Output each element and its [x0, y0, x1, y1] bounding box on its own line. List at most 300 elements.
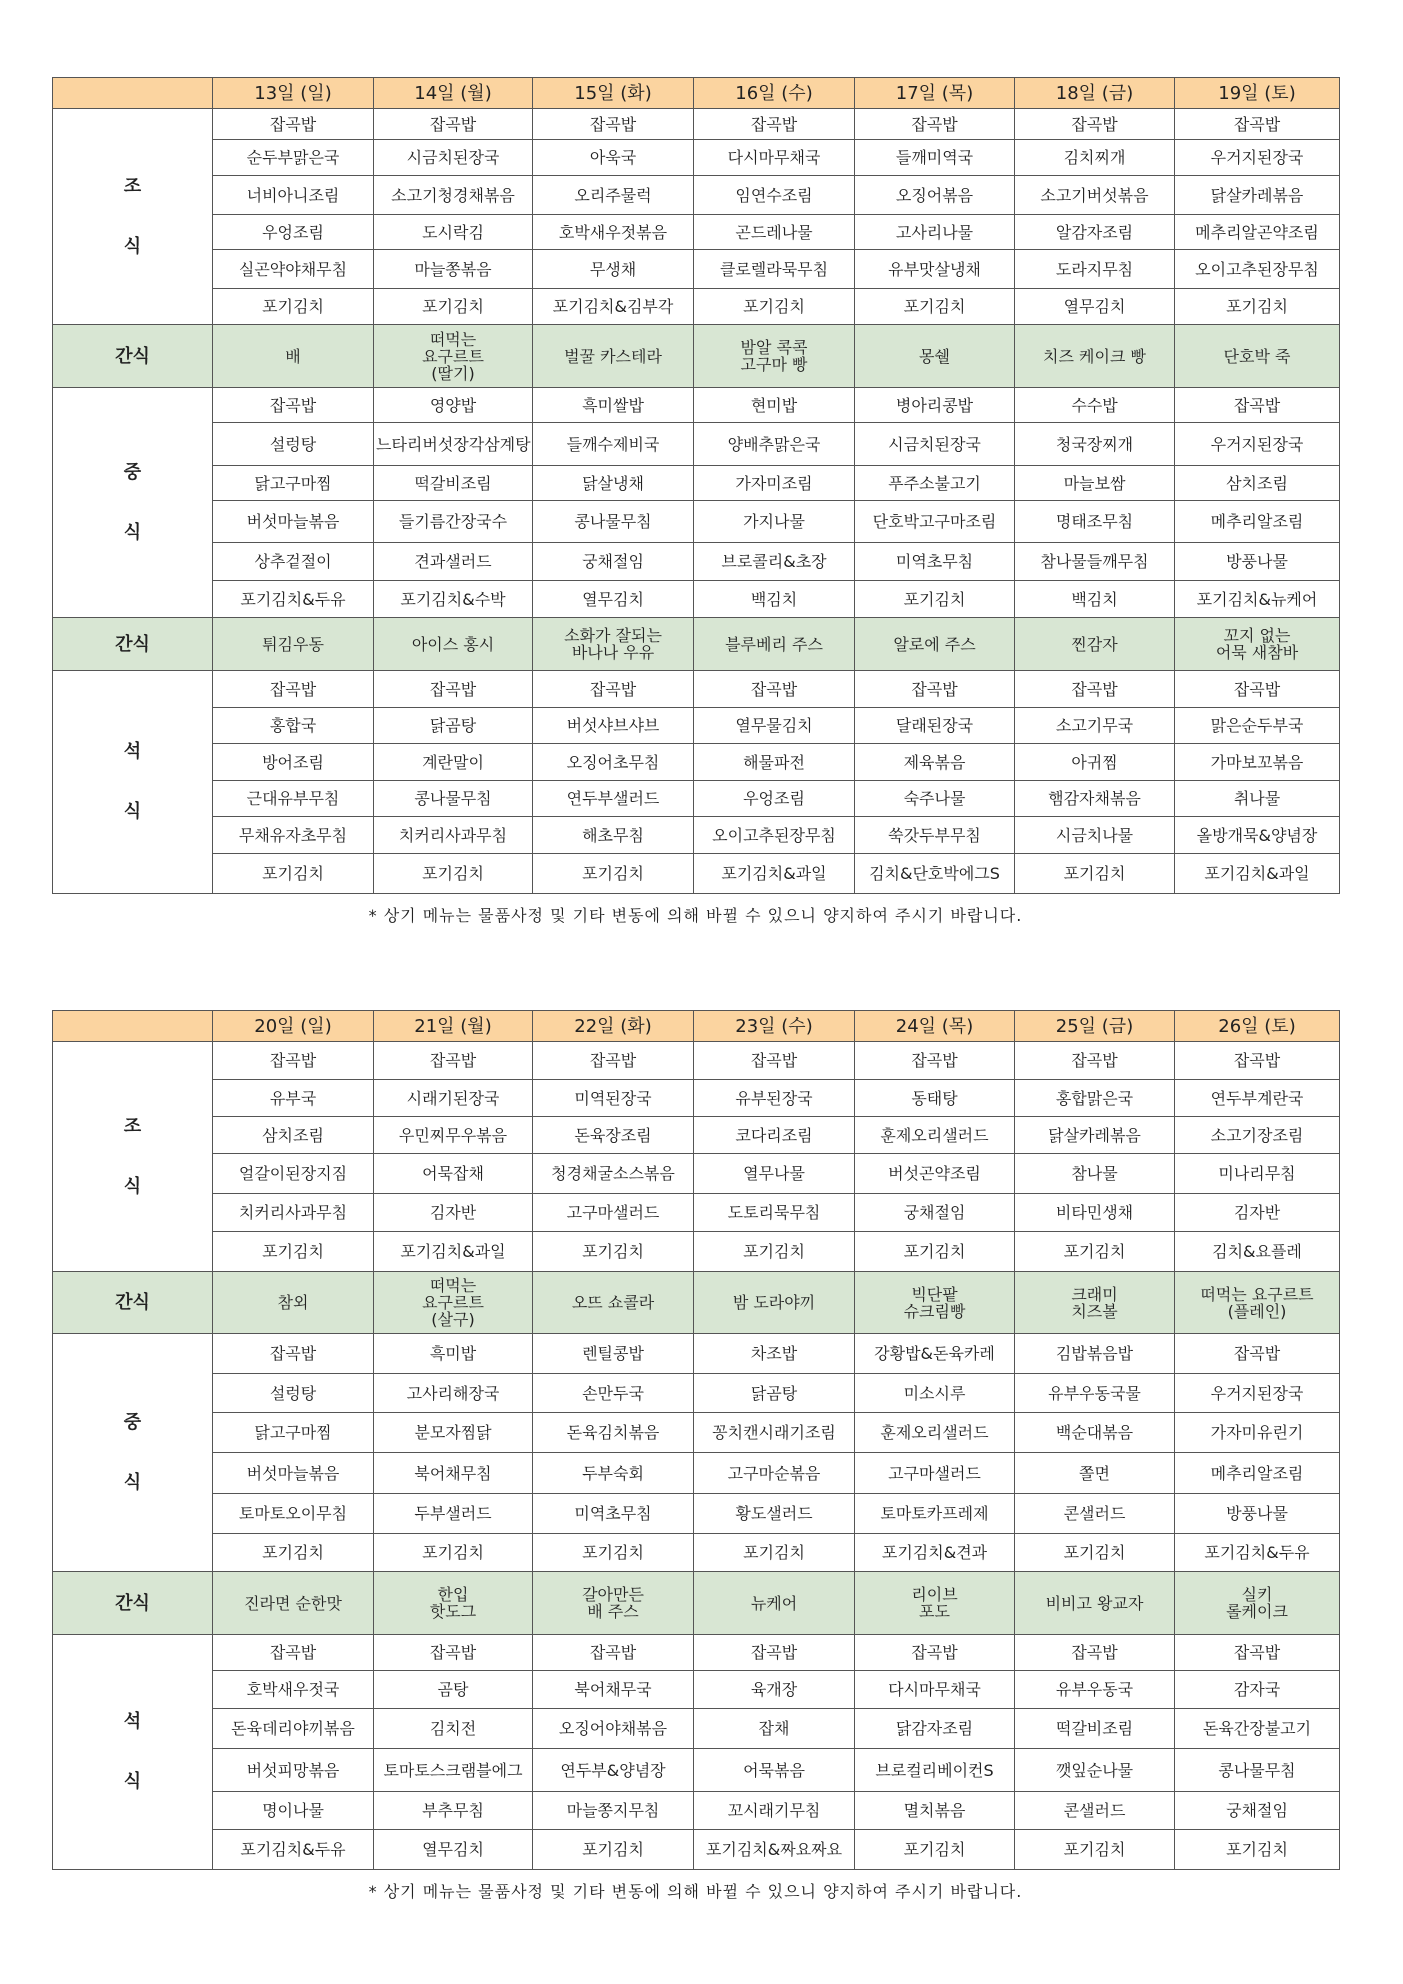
- menu-item: 메추리알조림: [1175, 501, 1340, 543]
- dinner-row: [53, 781, 1340, 817]
- snack-item: 빅단팥 슈크림빵: [855, 1272, 1015, 1334]
- day-header: 15일 (화): [533, 78, 694, 109]
- snack-item: 찐감자: [1015, 618, 1175, 671]
- menu-item: 김치전: [374, 1709, 533, 1749]
- breakfast-label-char: 조: [123, 175, 142, 197]
- menu-item: 궁채절임: [533, 543, 694, 581]
- menu-item: 삼치조림: [213, 1117, 374, 1154]
- dinner-row: [53, 1671, 1340, 1709]
- menu-item: 삼치조림: [1175, 466, 1340, 501]
- lunch-row: [53, 581, 1340, 618]
- menu-item: 잡곡밥: [533, 1042, 694, 1080]
- breakfast-row: [53, 140, 1340, 176]
- menu-item: 도라지무침: [1015, 250, 1175, 289]
- dinner-label: [53, 671, 213, 894]
- dinner-row: [53, 817, 1340, 854]
- snack-item: 단호박 죽: [1175, 325, 1340, 388]
- menu-item: 닭살카레볶음: [1015, 1117, 1175, 1154]
- breakfast-row: [53, 1232, 1340, 1272]
- menu-item: 얼갈이된장지짐: [213, 1154, 374, 1194]
- menu-item: 무생채: [533, 250, 694, 289]
- menu-item: 잡곡밥: [1175, 671, 1340, 708]
- menu-item: 들깨미역국: [855, 140, 1015, 176]
- menu-item: 잡곡밥: [374, 109, 533, 140]
- menu-item: 고구마샐러드: [855, 1453, 1015, 1494]
- dinner-row: [53, 708, 1340, 744]
- menu-item: 올방개묵&양념장: [1175, 817, 1340, 854]
- menu-item: 김치&단호박에그S: [855, 854, 1015, 894]
- lunch-label-char: 식: [123, 521, 142, 543]
- day-header: 21일 (월): [374, 1011, 533, 1042]
- menu-item: 잡곡밥: [855, 671, 1015, 708]
- snack-item: 떠먹는 요구르트 (딸기): [374, 325, 533, 388]
- menu-item: 궁채절임: [1175, 1792, 1340, 1830]
- menu-item: 떡갈비조림: [1015, 1709, 1175, 1749]
- menu-item: 치커리사과무침: [213, 1194, 374, 1232]
- dinner-row: [53, 854, 1340, 894]
- menu-item: 포기김치&김부각: [533, 289, 694, 325]
- day-header: 24일 (목): [855, 1011, 1015, 1042]
- menu-item: 잡곡밥: [855, 1042, 1015, 1080]
- menu-item: 닭곰탕: [694, 1374, 855, 1413]
- snack-item: 밤 도라야끼: [694, 1272, 855, 1334]
- snack-item: 뉴케어: [694, 1572, 855, 1635]
- menu-item: 잡곡밥: [213, 1042, 374, 1080]
- menu-item: 유부국: [213, 1080, 374, 1117]
- menu-item: 토마토스크램블에그: [374, 1749, 533, 1792]
- menu-item: 곤드레나물: [694, 215, 855, 250]
- menu-item: 버섯샤브샤브: [533, 708, 694, 744]
- day-header: 14일 (월): [374, 78, 533, 109]
- menu-item: 설렁탕: [213, 1374, 374, 1413]
- day-header: 13일 (일): [213, 78, 374, 109]
- menu-item: 잡곡밥: [1175, 1334, 1340, 1374]
- menu-item: 방어조림: [213, 744, 374, 781]
- menu-item: 두부샐러드: [374, 1494, 533, 1534]
- day-header: 16일 (수): [694, 78, 855, 109]
- menu-item: 청경채굴소스볶음: [533, 1154, 694, 1194]
- lunch-row: [53, 423, 1340, 466]
- menu-item: 도시락김: [374, 215, 533, 250]
- dinner-row: [53, 744, 1340, 781]
- dinner-label-char: 석: [123, 741, 142, 762]
- menu-item: 포기김치: [1175, 1830, 1340, 1870]
- menu-item: 잡곡밥: [1175, 1635, 1340, 1671]
- menu-item: 떡갈비조림: [374, 466, 533, 501]
- dinner-label-char: 식: [123, 1771, 142, 1792]
- menu-item: 포기김치: [533, 1830, 694, 1870]
- lunch-label: [53, 388, 213, 618]
- menu-item: 닭고구마찜: [213, 1413, 374, 1453]
- menu-item: 꼬시래기무침: [694, 1792, 855, 1830]
- menu-item: 돈육간장불고기: [1175, 1709, 1340, 1749]
- menu-item: 우엉조림: [213, 215, 374, 250]
- lunch-label-char: 식: [123, 1471, 142, 1493]
- menu-item: 잡곡밥: [1175, 388, 1340, 423]
- menu-item: 콩나물무침: [533, 501, 694, 543]
- menu-item: 어묵볶음: [694, 1749, 855, 1792]
- menu-item: 포기김치: [855, 289, 1015, 325]
- snack-item: 오뜨 쇼콜라: [533, 1272, 694, 1334]
- menu-item: 느타리버섯장각삼계탕: [374, 423, 533, 466]
- menu-item: 열무김치: [533, 581, 694, 618]
- week-1-menu: [52, 77, 1340, 926]
- menu-item: 잡곡밥: [855, 109, 1015, 140]
- menu-item: 무채유자초무침: [213, 817, 374, 854]
- menu-item: 백김치: [694, 581, 855, 618]
- menu-item: 콩나물무침: [374, 781, 533, 817]
- menu-item: 오이고추된장무침: [694, 817, 855, 854]
- menu-item: 김치&요플레: [1175, 1232, 1340, 1272]
- menu-item: 소고기무국: [1015, 708, 1175, 744]
- menu-change-notice: * 상기 메뉴는 물품사정 및 기타 변동에 의해 바뀔 수 있으니 양지하여 주시기 바랍니다.: [368, 906, 1023, 925]
- snack2-row: [53, 1572, 1340, 1635]
- day-header: 22일 (화): [533, 1011, 694, 1042]
- menu-item: 청국장찌개: [1015, 423, 1175, 466]
- lunch-label-char: 중: [123, 461, 142, 483]
- menu-item: 오징어초무침: [533, 744, 694, 781]
- menu-item: 홍합맑은국: [1015, 1080, 1175, 1117]
- menu-item: 포기김치: [855, 1830, 1015, 1870]
- menu-item: 포기김치: [1015, 1830, 1175, 1870]
- snack-item: 블루베리 주스: [694, 618, 855, 671]
- breakfast-label-char: 조: [123, 1115, 142, 1137]
- snack-item: 떠먹는 요구르트 (플레인): [1175, 1272, 1340, 1334]
- menu-item: 소고기청경채볶음: [374, 176, 533, 215]
- menu-item: 잡곡밥: [213, 109, 374, 140]
- menu-item: 백순대볶음: [1015, 1413, 1175, 1453]
- menu-item: 고사리해장국: [374, 1374, 533, 1413]
- breakfast-row: [53, 176, 1340, 215]
- menu-item: 홍합국: [213, 708, 374, 744]
- menu-item: 포기김치: [533, 1232, 694, 1272]
- dinner-label-char: 식: [123, 801, 142, 822]
- snack-label: 간식: [53, 325, 213, 388]
- menu-item: 잡곡밥: [694, 1042, 855, 1080]
- menu-item: 돈육데리야끼볶음: [213, 1709, 374, 1749]
- snack-item: 아이스 홍시: [374, 618, 533, 671]
- snack-item: 소화가 잘되는 바나나 우유: [533, 618, 694, 671]
- menu-item: 포기김치&과일: [374, 1232, 533, 1272]
- menu-item: 실곤약야채무침: [213, 250, 374, 289]
- menu-item: 포기김치: [374, 1534, 533, 1572]
- menu-item: 돈육장조림: [533, 1117, 694, 1154]
- day-header: 19일 (토): [1175, 78, 1340, 109]
- menu-item: 취나물: [1175, 781, 1340, 817]
- menu-item: 오이고추된장무침: [1175, 250, 1340, 289]
- menu-item: 우거지된장국: [1175, 423, 1340, 466]
- menu-item: 포기김치: [1015, 854, 1175, 894]
- menu-item: 포기김치&두유: [213, 581, 374, 618]
- menu-item: 제육볶음: [855, 744, 1015, 781]
- menu-item: 백김치: [1015, 581, 1175, 618]
- menu-item: 맑은순두부국: [1175, 708, 1340, 744]
- menu-item: 포기김치: [374, 289, 533, 325]
- menu-item: 포기김치: [213, 854, 374, 894]
- menu-item: 설렁탕: [213, 423, 374, 466]
- menu-item: 버섯마늘볶음: [213, 501, 374, 543]
- dinner-row: [53, 1830, 1340, 1870]
- dinner-label: [53, 1635, 213, 1870]
- menu-item: 포기김치&과일: [1175, 854, 1340, 894]
- menu-item: 참나물: [1015, 1154, 1175, 1194]
- day-header: 25일 (금): [1015, 1011, 1175, 1042]
- day-header: 18일 (금): [1015, 78, 1175, 109]
- menu-item: 포기김치&짜요짜요: [694, 1830, 855, 1870]
- menu-item: 호박새우젓볶음: [533, 215, 694, 250]
- menu-item: 토마토오이무침: [213, 1494, 374, 1534]
- menu-item: 황도샐러드: [694, 1494, 855, 1534]
- lunch-row: [53, 466, 1340, 501]
- menu-item: 김자반: [374, 1194, 533, 1232]
- menu-item: 흑미쌀밥: [533, 388, 694, 423]
- menu-item: 열무나물: [694, 1154, 855, 1194]
- snack-item: 갈아만든 배 주스: [533, 1572, 694, 1635]
- menu-item: 고구마순볶음: [694, 1453, 855, 1494]
- menu-item: 메추리알곤약조림: [1175, 215, 1340, 250]
- menu-item: 햄감자채볶음: [1015, 781, 1175, 817]
- snack-label: 간식: [53, 1572, 213, 1635]
- menu-item: 명이나물: [213, 1792, 374, 1830]
- menu-item: 잡곡밥: [533, 109, 694, 140]
- menu-item: 닭살냉채: [533, 466, 694, 501]
- menu-item: 포기김치: [694, 1534, 855, 1572]
- day-header: 23일 (수): [694, 1011, 855, 1042]
- day-header: 26일 (토): [1175, 1011, 1340, 1042]
- lunch-row: [53, 1374, 1340, 1413]
- menu-item: 포기김치: [213, 1534, 374, 1572]
- menu-item: 포기김치: [694, 1232, 855, 1272]
- breakfast-row: [53, 215, 1340, 250]
- snack-item: 참외: [213, 1272, 374, 1334]
- corner-cell: [53, 1011, 213, 1042]
- snack1-row: [53, 1272, 1340, 1334]
- menu-item: 방풍나물: [1175, 1494, 1340, 1534]
- menu-item: 어묵잡채: [374, 1154, 533, 1194]
- menu-item: 아귀찜: [1015, 744, 1175, 781]
- menu-item: 감자국: [1175, 1671, 1340, 1709]
- menu-item: 잡곡밥: [694, 671, 855, 708]
- day-header: 17일 (목): [855, 78, 1015, 109]
- menu-item: 참나물들깨무침: [1015, 543, 1175, 581]
- menu-item: 고구마샐러드: [533, 1194, 694, 1232]
- menu-item: 우엉조림: [694, 781, 855, 817]
- menu-item: 코다리조림: [694, 1117, 855, 1154]
- menu-item: 가지나물: [694, 501, 855, 543]
- menu-item: 달래된장국: [855, 708, 1015, 744]
- menu-item: 포기김치&두유: [1175, 1534, 1340, 1572]
- menu-item: 닭감자조림: [855, 1709, 1015, 1749]
- breakfast-row: [53, 109, 1340, 140]
- day-header-row: [53, 78, 1340, 109]
- menu-item: 잡곡밥: [1175, 109, 1340, 140]
- day-header-row: [53, 1011, 1340, 1042]
- menu-item: 너비아니조림: [213, 176, 374, 215]
- menu-item: 잡곡밥: [374, 671, 533, 708]
- menu-item: 흑미밥: [374, 1334, 533, 1374]
- menu-item: 시래기된장국: [374, 1080, 533, 1117]
- menu-item: 잡곡밥: [533, 671, 694, 708]
- menu-item: 영양밥: [374, 388, 533, 423]
- menu-item: 버섯마늘볶음: [213, 1453, 374, 1494]
- lunch-row: [53, 1534, 1340, 1572]
- snack-item: 떠먹는 요구르트 (살구): [374, 1272, 533, 1334]
- menu-item: 잡곡밥: [1015, 1635, 1175, 1671]
- menu-item: 잡곡밥: [213, 1334, 374, 1374]
- menu-item: 포기김치: [213, 289, 374, 325]
- menu-item: 치커리사과무침: [374, 817, 533, 854]
- menu-item: 현미밥: [694, 388, 855, 423]
- menu-item: 손만두국: [533, 1374, 694, 1413]
- menu-item: 김밥볶음밥: [1015, 1334, 1175, 1374]
- menu-item: 잡곡밥: [1015, 1042, 1175, 1080]
- menu-item: 우민찌무우볶음: [374, 1117, 533, 1154]
- menu-item: 멸치볶음: [855, 1792, 1015, 1830]
- menu-item: 잡곡밥: [533, 1635, 694, 1671]
- breakfast-row: [53, 1080, 1340, 1117]
- menu-item: 브로컬리베이컨S: [855, 1749, 1015, 1792]
- lunch-row: [53, 1453, 1340, 1494]
- snack-item: 진라면 순한맛: [213, 1572, 374, 1635]
- menu-item: 포기김치&수박: [374, 581, 533, 618]
- menu-item: 포기김치: [533, 1534, 694, 1572]
- snack-item: 꼬지 없는 어묵 새참바: [1175, 618, 1340, 671]
- menu-item: 유부된장국: [694, 1080, 855, 1117]
- menu-item: 깻잎순나물: [1015, 1749, 1175, 1792]
- menu-item: 훈제오리샐러드: [855, 1413, 1015, 1453]
- lunch-row: [53, 388, 1340, 423]
- corner-cell: [53, 78, 213, 109]
- menu-item: 잡곡밥: [694, 109, 855, 140]
- dinner-row: [53, 1635, 1340, 1671]
- menu-item: 단호박고구마조림: [855, 501, 1015, 543]
- menu-item: 알감자조림: [1015, 215, 1175, 250]
- week-2-menu: [52, 1010, 1340, 1902]
- menu-item: 시금치된장국: [374, 140, 533, 176]
- snack-item: 실키 롤케이크: [1175, 1572, 1340, 1635]
- menu-item: 곰탕: [374, 1671, 533, 1709]
- menu-item: 잡곡밥: [213, 1635, 374, 1671]
- menu-item: 김치찌개: [1015, 140, 1175, 176]
- menu-item: 포기김치: [694, 289, 855, 325]
- menu-item: 닭곰탕: [374, 708, 533, 744]
- menu-item: 오리주물럭: [533, 176, 694, 215]
- dinner-label-char: 석: [123, 1711, 142, 1732]
- menu-item: 잡채: [694, 1709, 855, 1749]
- menu-item: 연두부&양념장: [533, 1749, 694, 1792]
- menu-item: 부추무침: [374, 1792, 533, 1830]
- menu-table: [52, 77, 1340, 894]
- menu-item: 미역된장국: [533, 1080, 694, 1117]
- menu-item: 유부맛살냉채: [855, 250, 1015, 289]
- snack-label: 간식: [53, 618, 213, 671]
- menu-item: 임연수조림: [694, 176, 855, 215]
- menu-item: 포기김치&과일: [694, 854, 855, 894]
- menu-item: 꽁치캔시래기조림: [694, 1413, 855, 1453]
- lunch-row: [53, 1413, 1340, 1453]
- menu-item: 해물파전: [694, 744, 855, 781]
- menu-item: 시금치된장국: [855, 423, 1015, 466]
- menu-item: 유부우동국: [1015, 1671, 1175, 1709]
- menu-change-notice: * 상기 메뉴는 물품사정 및 기타 변동에 의해 바뀔 수 있으니 양지하여 주시기 바랍니다.: [368, 1882, 1023, 1901]
- menu-item: 도토리묵무침: [694, 1194, 855, 1232]
- snack2-row: [53, 618, 1340, 671]
- menu-item: 콘샐러드: [1015, 1494, 1175, 1534]
- breakfast-row: [53, 1154, 1340, 1194]
- menu-item: 포기김치: [213, 1232, 374, 1272]
- menu-item: 포기김치&뉴케어: [1175, 581, 1340, 618]
- menu-item: 포기김치&두유: [213, 1830, 374, 1870]
- menu-item: 고사리나물: [855, 215, 1015, 250]
- menu-item: 잡곡밥: [213, 671, 374, 708]
- menu-item: 잡곡밥: [694, 1635, 855, 1671]
- breakfast-label-char: 식: [123, 235, 142, 257]
- menu-item: 포기김치: [1015, 1534, 1175, 1572]
- menu-item: 닭고구마찜: [213, 466, 374, 501]
- menu-item: 마늘쫑볶음: [374, 250, 533, 289]
- menu-item: 버섯곤약조림: [855, 1154, 1015, 1194]
- menu-item: 비타민생채: [1015, 1194, 1175, 1232]
- menu-item: 잡곡밥: [1015, 109, 1175, 140]
- menu-item: 우거지된장국: [1175, 1374, 1340, 1413]
- menu-item: 견과샐러드: [374, 543, 533, 581]
- menu-item: 순두부맑은국: [213, 140, 374, 176]
- snack-item: 리이브 포도: [855, 1572, 1015, 1635]
- menu-item: 북어채무국: [533, 1671, 694, 1709]
- menu-item: 토마토카프레제: [855, 1494, 1015, 1534]
- lunch-row: [53, 1334, 1340, 1374]
- breakfast-label: [53, 109, 213, 325]
- menu-item: 열무물김치: [694, 708, 855, 744]
- lunch-row: [53, 1494, 1340, 1534]
- menu-item: 미역초무침: [533, 1494, 694, 1534]
- breakfast-row: [53, 250, 1340, 289]
- snack1-row: [53, 325, 1340, 388]
- snack-item: 밤알 콕콕 고구마 빵: [694, 325, 855, 388]
- menu-item: 포기김치: [1175, 289, 1340, 325]
- snack-item: 알로에 주스: [855, 618, 1015, 671]
- snack-label: 간식: [53, 1272, 213, 1334]
- menu-item: 아욱국: [533, 140, 694, 176]
- snack-item: 몽쉘: [855, 325, 1015, 388]
- breakfast-row: [53, 1117, 1340, 1154]
- snack-item: 벌꿀 카스테라: [533, 325, 694, 388]
- menu-item: 버섯피망볶음: [213, 1749, 374, 1792]
- menu-item: 동태탕: [855, 1080, 1015, 1117]
- menu-item: 훈제오리샐러드: [855, 1117, 1015, 1154]
- menu-item: 포기김치&견과: [855, 1534, 1015, 1572]
- menu-item: 북어채무침: [374, 1453, 533, 1494]
- menu-item: 포기김치: [374, 854, 533, 894]
- menu-item: 메추리알조림: [1175, 1453, 1340, 1494]
- breakfast-row: [53, 1042, 1340, 1080]
- menu-item: 방풍나물: [1175, 543, 1340, 581]
- menu-item: 오징어볶음: [855, 176, 1015, 215]
- menu-item: 근대유부무침: [213, 781, 374, 817]
- snack-item: 배: [213, 325, 374, 388]
- menu-item: 잡곡밥: [213, 388, 374, 423]
- menu-item: 해초무침: [533, 817, 694, 854]
- menu-item: 포기김치: [533, 854, 694, 894]
- menu-item: 포기김치: [855, 1232, 1015, 1272]
- menu-item: 렌틸콩밥: [533, 1334, 694, 1374]
- menu-item: 닭살카레볶음: [1175, 176, 1340, 215]
- menu-item: 강황밥&돈육카레: [855, 1334, 1015, 1374]
- menu-item: 두부숙회: [533, 1453, 694, 1494]
- snack-item: 한입 핫도그: [374, 1572, 533, 1635]
- menu-item: 콘샐러드: [1015, 1792, 1175, 1830]
- menu-item: 포기김치: [855, 581, 1015, 618]
